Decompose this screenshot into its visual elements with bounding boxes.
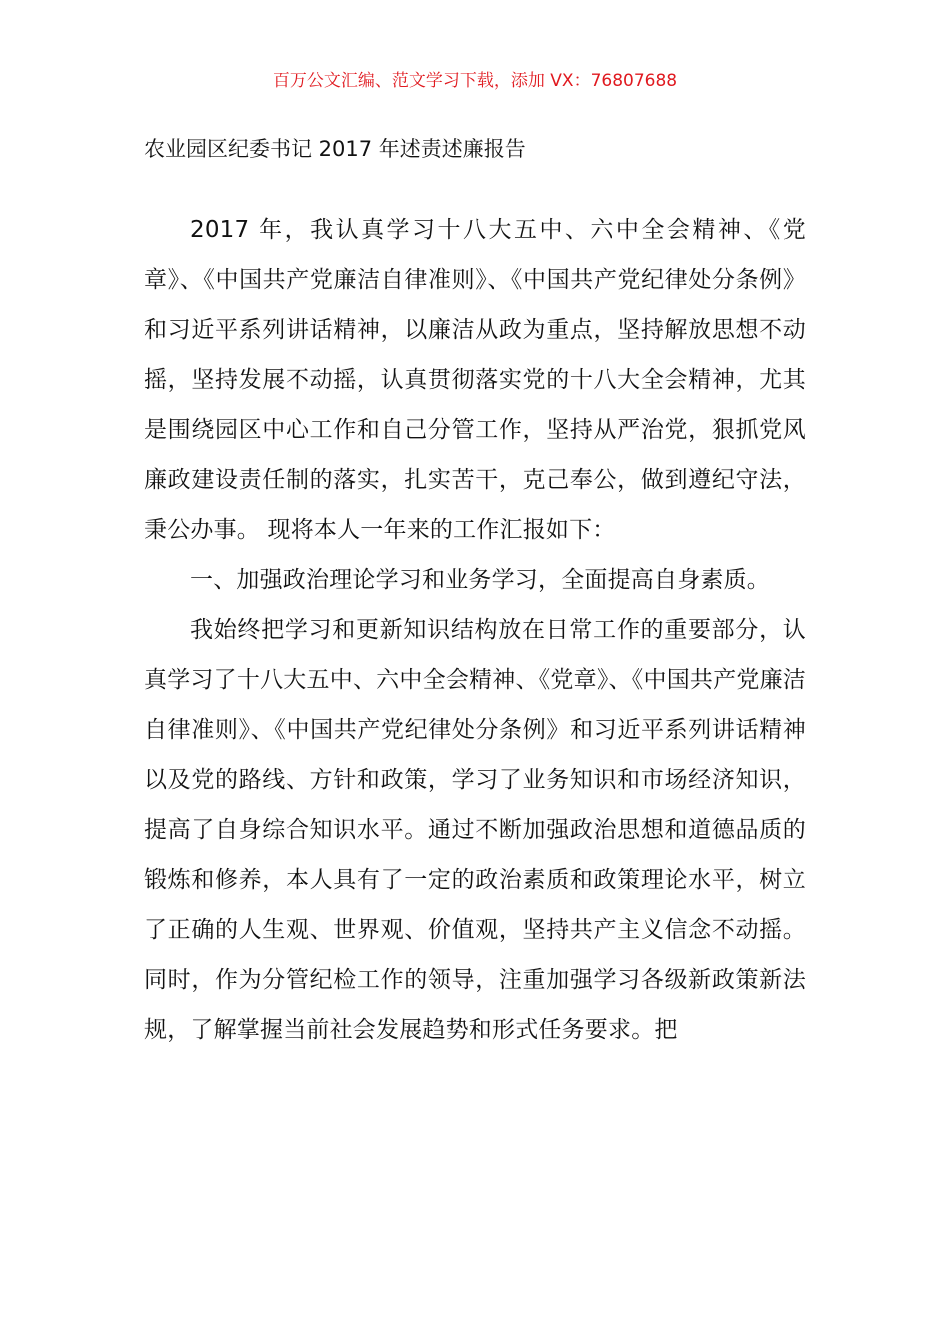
document-body [144, 205, 806, 1055]
document-title: 农业园区纪委书记 2017 年述责述廉报告 [144, 137, 526, 161]
header-watermark-note: 百万公文汇编、范文学习下载，添加 VX：76807688 [272, 71, 678, 91]
paragraph-intro: 2017 年，我认真学习十八大五中、六中全会精神、《党章》、《中国共产党廉洁自律准则》、《中国共产党纪律处分条例》和习近平系列讲话精神，以廉洁从政为重点，坚持解放思想不动摇，坚持发展不动摇，认真贯彻落实党的十八大全会精神，尤其是围绕园区中心工作和自己分管工作，坚持从严治党，狠抓党风廉政建设责任制的落实，扎实苦干，克己奉公，做到遵纪守法，秉公办事。 现将本人一年来的工作汇报如下： [144, 217, 806, 543]
paragraph-section-heading-1: 一、加强政治理论学习和业务学习，全面提高自身素质。 [190, 567, 770, 593]
paragraph-section-1-body: 我始终把学习和更新知识结构放在日常工作的重要部分，认真学习了十八大五中、六中全会精神、《党章》、《中国共产党廉洁自律准则》、《中国共产党纪律处分条例》和习近平系列讲话精神以及党的路线、方针和政策，学习了业务知识和市场经济知识，提高了自身综合知识水平。通过不断加强政治思想和道德品质的锻炼和修养，本人具有了一定的政治素质和政策理论水平，树立了正确的人生观、世界观、价值观，坚持共产主义信念不动摇。同时，作为分管纪检工作的领导，注重加强学习各级新政策新法规，了解掌握当前社会发展趋势和形式任务要求。把 [144, 617, 806, 1043]
